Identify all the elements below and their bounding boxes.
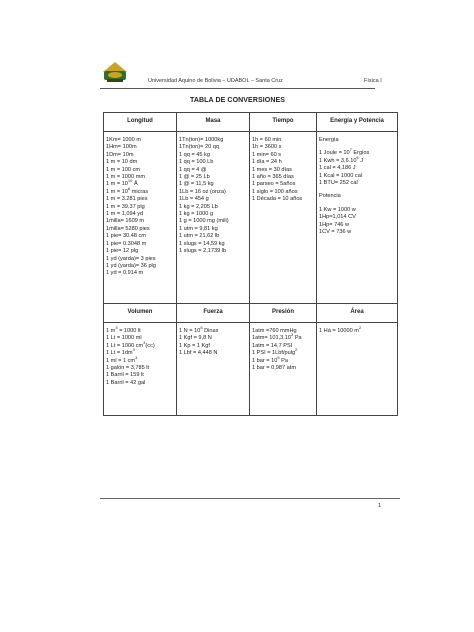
- list-item: 1 m = 1000 mm: [106, 174, 146, 181]
- list-item: 1 min= 60 s: [252, 151, 282, 158]
- header-longitud: Longitud: [104, 113, 177, 132]
- table-body-row-top: [104, 132, 398, 304]
- list-item: 1 kg = 1000 g: [179, 211, 214, 218]
- list-item: 1 mes = 30 días: [252, 166, 292, 173]
- list-item: 1Lb = 16 oz (onza): [179, 188, 226, 195]
- table-body-row-bottom: [104, 323, 398, 416]
- list-item: 1 slugs = 14,59 kg: [179, 240, 225, 247]
- list-item: 1 día = 24 h: [252, 159, 282, 166]
- list-item: 1h = 60 min: [252, 137, 282, 143]
- list-item: 1 pie= 12 plg: [106, 248, 139, 255]
- list-item: 1Tn(ton)= 1000kg: [179, 137, 224, 143]
- list-item: 1Km= 1000 m: [106, 137, 141, 143]
- cell-presion: [250, 323, 317, 416]
- list-item: 1 Kwh = $3,6.10^6$ J: [319, 154, 364, 164]
- list-item: 1Dm= 10m: [106, 151, 134, 158]
- list-item: 1 bar = $10^5$ Pa: [252, 354, 288, 364]
- list-item: 1 qq = 45 kg: [179, 151, 210, 158]
- list-item: 1 Kw = 1000 w: [319, 206, 356, 213]
- list-item: 1 bar = 0,987 atm: [252, 365, 297, 372]
- list-item: 1 utm = 21,62 lb: [179, 233, 220, 240]
- list-item: 1 $N = 10^5$ Dinas: [179, 325, 219, 334]
- list-item: 1 Há = 10000 $m^2$: [319, 325, 362, 334]
- list-item: 1 Década = 10 años: [252, 196, 303, 203]
- list-item: 1 cal = 4,186 J: [319, 165, 356, 172]
- list-item: 1 yd (yarda)= 36 plg: [106, 262, 156, 269]
- list-item: 1 m = 39.37 plg: [106, 203, 145, 210]
- list-item: 1 Kgf = 9,8 N: [179, 335, 212, 342]
- cell-longitud: [104, 132, 177, 304]
- list-item: 1Hp= 746 w: [319, 221, 350, 228]
- header-divider: [100, 88, 375, 89]
- list-item: 1 @ = 25 Lb: [179, 174, 210, 181]
- list-item: $1atm= 101,3.10^3$ Pa: [252, 332, 302, 342]
- list-item: 1 Barril = 159 lt: [106, 372, 144, 379]
- list-item: 1CV = 736 w: [319, 229, 352, 236]
- cell-fuerza: [177, 323, 250, 416]
- list-item: 1 Kp = 1 Kgf: [179, 342, 210, 349]
- list-item: 1 m = 10 dm: [106, 159, 138, 166]
- list-item: 1 qq = 100 Lb: [179, 159, 214, 166]
- list-item: 1 Kcal = 1000 cal: [319, 172, 363, 179]
- list-item: 1 slugs = 2,1739 lb: [179, 248, 227, 255]
- list-item: 1 Lt = 1000 $cm^3(cc)$: [106, 339, 155, 349]
- list-item: 1 Lt = 1000 ml: [106, 335, 142, 342]
- conversion-table: [103, 112, 398, 416]
- institution-name: Universidad Aquino de Bolivia – UDABOL – Santa Cruz: [148, 78, 283, 84]
- list-item: 1 BTU= 252 cal: [319, 180, 358, 187]
- document-title: TABLA DE CONVERSIONES: [189, 97, 286, 104]
- list-item: 1atm = 14,7 PSI: [252, 342, 293, 349]
- cell-area: [317, 323, 398, 416]
- cell-volumen: [104, 323, 177, 416]
- list-item: 1 Lbf = 4,448 N: [179, 350, 218, 357]
- list-item: 1 yd = 0.914 m: [106, 270, 144, 277]
- cell-energia-potencia: [317, 132, 398, 304]
- list-item: 1Hm= 100m: [106, 144, 137, 151]
- list-item: 1 $m = 10^6$ micras: [106, 185, 149, 195]
- list-item: 1 pie= 30.48 cm: [106, 233, 146, 240]
- university-logo: [100, 58, 130, 84]
- header-masa: Masa: [177, 113, 250, 132]
- list-item: 1 Barril = 42 gal: [106, 379, 146, 386]
- list-item: 1 kg = 2,205 Lb: [179, 203, 218, 210]
- list-item: 1 $m = 10^{10}$ Å: [106, 178, 138, 188]
- list-item: 1 m = 100 cm: [106, 166, 141, 173]
- section-label-energia: Energía: [319, 137, 339, 143]
- list-item: 1 siglo = 100 años: [252, 188, 298, 195]
- list-item: 1 m = 1,094 yd: [106, 211, 144, 218]
- section-label-potencia: Potencia: [319, 193, 341, 200]
- table-header-row-top: [104, 113, 398, 132]
- list-item: 1 pie= 0.3048 m: [106, 240, 147, 247]
- list-item: 1h = 3600 s: [252, 144, 282, 151]
- list-item: 1milla= 5280 pies: [106, 225, 150, 232]
- list-item: 1Hp=1,014 CV: [319, 214, 356, 221]
- list-item: 1 g = 1000 mg (mili): [179, 218, 229, 225]
- list-item: 1 galón = 3,785 lt: [106, 365, 150, 372]
- list-item: 1 m = 3.281 pies: [106, 196, 148, 203]
- list-item: 1 PSI = 1Lbf/pulg$^2$: [252, 347, 298, 357]
- list-item: 1 ml = 1 $cm^3$: [106, 354, 138, 364]
- list-item: 1Lb = 454 g: [179, 196, 209, 203]
- page-number: 1: [378, 503, 382, 509]
- list-item: 1 yd (yarda)= 3 pies: [106, 255, 156, 262]
- header-presion: Presión: [250, 304, 317, 323]
- list-item: 1 @ = 11,5 kg: [179, 181, 214, 188]
- list-item: 1 utm = 9,81 kg: [179, 225, 218, 232]
- table-header-row-bottom: [104, 304, 398, 323]
- list-item: 1 Joule = $10^7$ Ergios: [319, 147, 370, 157]
- list-item: 1 $m^3 = 1000$ lt: [106, 325, 141, 334]
- header-fuerza: Fuerza: [177, 304, 250, 323]
- subject-name: Física I: [364, 78, 382, 84]
- list-item: 1Tn(ton)= 20 qq: [179, 144, 219, 151]
- list-item: 1milla= 1609 m: [106, 218, 145, 225]
- list-item: 1 $Lt = 1dm^3$: [106, 347, 135, 357]
- header-volumen: Volumen: [104, 304, 177, 323]
- header-tiempo: Tiempo: [250, 113, 317, 132]
- header-area: Área: [317, 304, 398, 323]
- header-energia-potencia: Energía y Potencia: [317, 113, 398, 132]
- cell-tiempo: [250, 132, 317, 304]
- list-item: 1 qq = 4 @: [179, 166, 207, 173]
- list-item: 1atm =760 mmHg: [252, 328, 297, 334]
- list-item: 1 año = 365 días: [252, 174, 294, 181]
- footer-divider: [100, 498, 400, 499]
- cell-masa: [177, 132, 250, 304]
- list-item: 1 parseo = 5años: [252, 181, 296, 188]
